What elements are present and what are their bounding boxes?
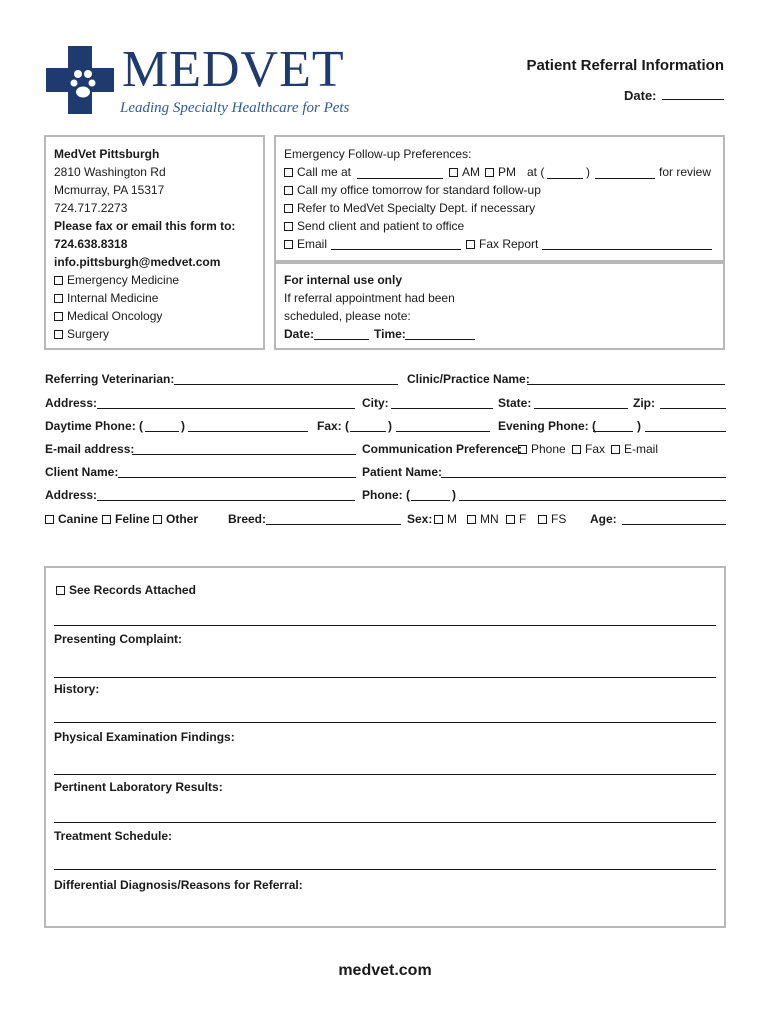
age-field[interactable]: [622, 524, 726, 525]
internal-date-label: Date:: [284, 327, 315, 341]
sex-mn-option[interactable]: [467, 512, 499, 526]
treatment-label: Treatment Schedule:: [54, 829, 173, 843]
fax-report-label: Fax Report: [479, 237, 539, 251]
records-line-1[interactable]: [54, 625, 716, 626]
sex-fs-option[interactable]: [538, 512, 566, 526]
logo: [44, 41, 384, 120]
dept-emergency[interactable]: [54, 273, 179, 287]
city-label: City:: [362, 396, 389, 410]
checkbox[interactable]: [284, 222, 293, 231]
differential-label: Differential Diagnosis/Reasons for Referral:: [54, 878, 303, 892]
sex-f-option[interactable]: [506, 512, 526, 526]
checkbox[interactable]: [611, 445, 620, 454]
sex-m-option[interactable]: [434, 512, 457, 526]
pm-option[interactable]: [485, 165, 516, 179]
address-field[interactable]: [97, 408, 355, 409]
breed-label: Breed:: [228, 512, 267, 526]
checkbox[interactable]: [54, 330, 63, 339]
checkbox[interactable]: [434, 515, 443, 524]
location-fax: 724.638.8318: [54, 237, 128, 251]
internal-line2: scheduled, please note:: [284, 309, 411, 323]
fax-area-field[interactable]: [350, 431, 386, 432]
clinic-field[interactable]: [527, 384, 725, 385]
evening-paren: ): [637, 419, 641, 433]
records-line-3[interactable]: [54, 722, 716, 723]
dept-label: Emergency Medicine: [67, 273, 180, 287]
age-label: Age:: [590, 512, 617, 526]
checkbox[interactable]: [102, 515, 111, 524]
sex-label: Sex:: [407, 512, 433, 526]
client-name-label: Client Name:: [45, 465, 119, 479]
records-line-6[interactable]: [54, 869, 716, 870]
lab-label: Pertinent Laboratory Results:: [54, 780, 223, 794]
call-me-option[interactable]: [284, 165, 351, 179]
call-office-label: Call my office tomorrow for standard follow-up: [297, 183, 541, 197]
location-street: 2810 Washington Rd: [54, 165, 166, 179]
location-email: info.pittsburgh@medvet.com: [54, 255, 221, 269]
pref-email-option[interactable]: [611, 442, 658, 456]
for-review-label: for review: [659, 165, 712, 179]
pref-email-label: E-mail: [624, 442, 659, 456]
sex-fs-label: FS: [551, 512, 567, 526]
send-client-option[interactable]: [284, 219, 464, 233]
dept-surgery[interactable]: [54, 327, 109, 341]
checkbox[interactable]: [45, 515, 54, 524]
pref-phone-option[interactable]: [518, 442, 566, 456]
brand-name: MEDVET: [122, 41, 345, 98]
footer-url[interactable]: medvet.com: [338, 962, 432, 979]
client-phone-paren: ): [452, 488, 456, 502]
client-phone-field[interactable]: [459, 500, 726, 501]
pref-fax-label: Fax: [585, 442, 606, 456]
evening-phone-field[interactable]: [645, 431, 726, 432]
refer-label: Refer to MedVet Specialty Dept. if necessary: [297, 201, 536, 215]
date-label: Date:: [624, 88, 657, 103]
pm-label: PM: [498, 165, 516, 179]
am-label: AM: [462, 165, 480, 179]
day-phone-field[interactable]: [188, 431, 308, 432]
records-line-2[interactable]: [54, 677, 716, 678]
history-label: History:: [54, 682, 100, 696]
fax-note: Please fax or email this form to:: [54, 219, 236, 233]
see-records-option[interactable]: [56, 583, 196, 597]
canine-label: Canine: [58, 512, 99, 526]
refer-option[interactable]: [284, 201, 535, 215]
comm-pref-label: Communication Preference:: [362, 442, 523, 456]
dept-internal[interactable]: [54, 291, 158, 305]
dept-label: Internal Medicine: [67, 291, 159, 305]
dept-oncology[interactable]: [54, 309, 162, 323]
internal-time-field[interactable]: [405, 339, 475, 340]
call-time-field[interactable]: [595, 178, 655, 179]
checkbox[interactable]: [572, 445, 581, 454]
species-other[interactable]: [153, 512, 198, 526]
fax-report-field[interactable]: [542, 249, 712, 250]
checkbox[interactable]: [485, 168, 494, 177]
location-phone: 724.717.2273: [54, 201, 128, 215]
patient-name-field[interactable]: [441, 477, 726, 478]
am-option[interactable]: [449, 165, 480, 179]
email-option[interactable]: [284, 237, 327, 251]
fax-paren: ): [388, 419, 392, 433]
internal-line1: If referral appointment had been: [284, 291, 455, 305]
fax-label: Fax: (: [317, 419, 350, 433]
call-me-number-field[interactable]: [357, 178, 443, 179]
call-area-code-field[interactable]: [547, 178, 583, 179]
fax-field[interactable]: [396, 431, 490, 432]
checkbox[interactable]: [284, 186, 293, 195]
records-line-5[interactable]: [54, 822, 716, 823]
sex-mn-label: MN: [480, 512, 499, 526]
checkbox[interactable]: [506, 515, 515, 524]
checkbox[interactable]: [284, 240, 293, 249]
client-address-field[interactable]: [97, 500, 355, 501]
email-option-label: Email: [297, 237, 328, 251]
header-date-field[interactable]: [662, 99, 724, 100]
sex-f-label: F: [519, 512, 527, 526]
fax-report-option[interactable]: [466, 237, 538, 251]
records-box: [44, 566, 726, 928]
breed-field[interactable]: [266, 524, 401, 525]
checkbox[interactable]: [518, 445, 527, 454]
client-name-field[interactable]: [118, 477, 356, 478]
internal-date-field[interactable]: [314, 339, 369, 340]
state-field[interactable]: [534, 408, 628, 409]
patient-name-label: Patient Name:: [362, 465, 443, 479]
internal-time-label: Time:: [374, 327, 406, 341]
location-name: MedVet Pittsburgh: [54, 147, 160, 161]
checkbox[interactable]: [449, 168, 458, 177]
email-address-field[interactable]: [132, 454, 356, 455]
location-city: Mcmurray, PA 15317: [54, 183, 165, 197]
presenting-label: Presenting Complaint:: [54, 632, 183, 646]
records-line-4[interactable]: [54, 774, 716, 775]
address-label: Address:: [45, 396, 98, 410]
referring-vet-field[interactable]: [174, 384, 398, 385]
dept-label: Medical Oncology: [67, 309, 163, 323]
dept-label: Surgery: [67, 327, 110, 341]
checkbox[interactable]: [54, 294, 63, 303]
city-field[interactable]: [391, 408, 493, 409]
checkbox[interactable]: [54, 312, 63, 321]
checkbox[interactable]: [56, 586, 65, 595]
feline-label: Feline: [115, 512, 150, 526]
evening-area-field[interactable]: [593, 431, 633, 432]
zip-field[interactable]: [660, 408, 726, 409]
checkbox[interactable]: [538, 515, 547, 524]
checkbox[interactable]: [284, 204, 293, 213]
species-feline[interactable]: [102, 512, 150, 526]
other-label: Other: [166, 512, 199, 526]
checkbox[interactable]: [153, 515, 162, 524]
send-client-label: Send client and patient to office: [297, 219, 465, 233]
call-office-option[interactable]: [284, 183, 541, 197]
medvet-cross-paw-icon: [44, 44, 116, 116]
checkbox[interactable]: [54, 276, 63, 285]
referring-vet-label: Referring Veterinarian:: [45, 372, 175, 386]
page-title: Patient Referral Information: [526, 57, 724, 74]
clinic-label: Clinic/Practice Name:: [407, 372, 530, 386]
followup-email-field[interactable]: [331, 249, 461, 250]
call-me-label: Call me at: [297, 165, 352, 179]
zip-label: Zip:: [633, 396, 655, 410]
pref-fax-option[interactable]: [572, 442, 605, 456]
species-canine[interactable]: [45, 512, 98, 526]
followup-title: Emergency Follow-up Preferences:: [284, 147, 472, 161]
state-label: State:: [498, 396, 532, 410]
see-records-label: See Records Attached: [69, 583, 196, 597]
day-phone-paren: ): [181, 419, 185, 433]
day-phone-area-field[interactable]: [145, 431, 179, 432]
email-address-label: E-mail address:: [45, 442, 135, 456]
brand-tagline: Leading Specialty Healthcare for Pets: [120, 100, 350, 116]
client-phone-label: Phone: (: [362, 488, 410, 502]
pref-phone-label: Phone: [531, 442, 566, 456]
checkbox[interactable]: [284, 168, 293, 177]
close-paren-label: ): [586, 165, 590, 179]
checkbox[interactable]: [466, 240, 475, 249]
day-phone-label: Daytime Phone: (: [45, 419, 144, 433]
internal-title: For internal use only: [284, 273, 403, 287]
checkbox[interactable]: [467, 515, 476, 524]
client-address-label: Address:: [45, 488, 98, 502]
evening-phone-label: Evening Phone: (: [498, 419, 597, 433]
physical-label: Physical Examination Findings:: [54, 730, 235, 744]
client-phone-area-field[interactable]: [411, 500, 450, 501]
sex-m-label: M: [447, 512, 457, 526]
at-paren-label: at (: [527, 165, 545, 179]
